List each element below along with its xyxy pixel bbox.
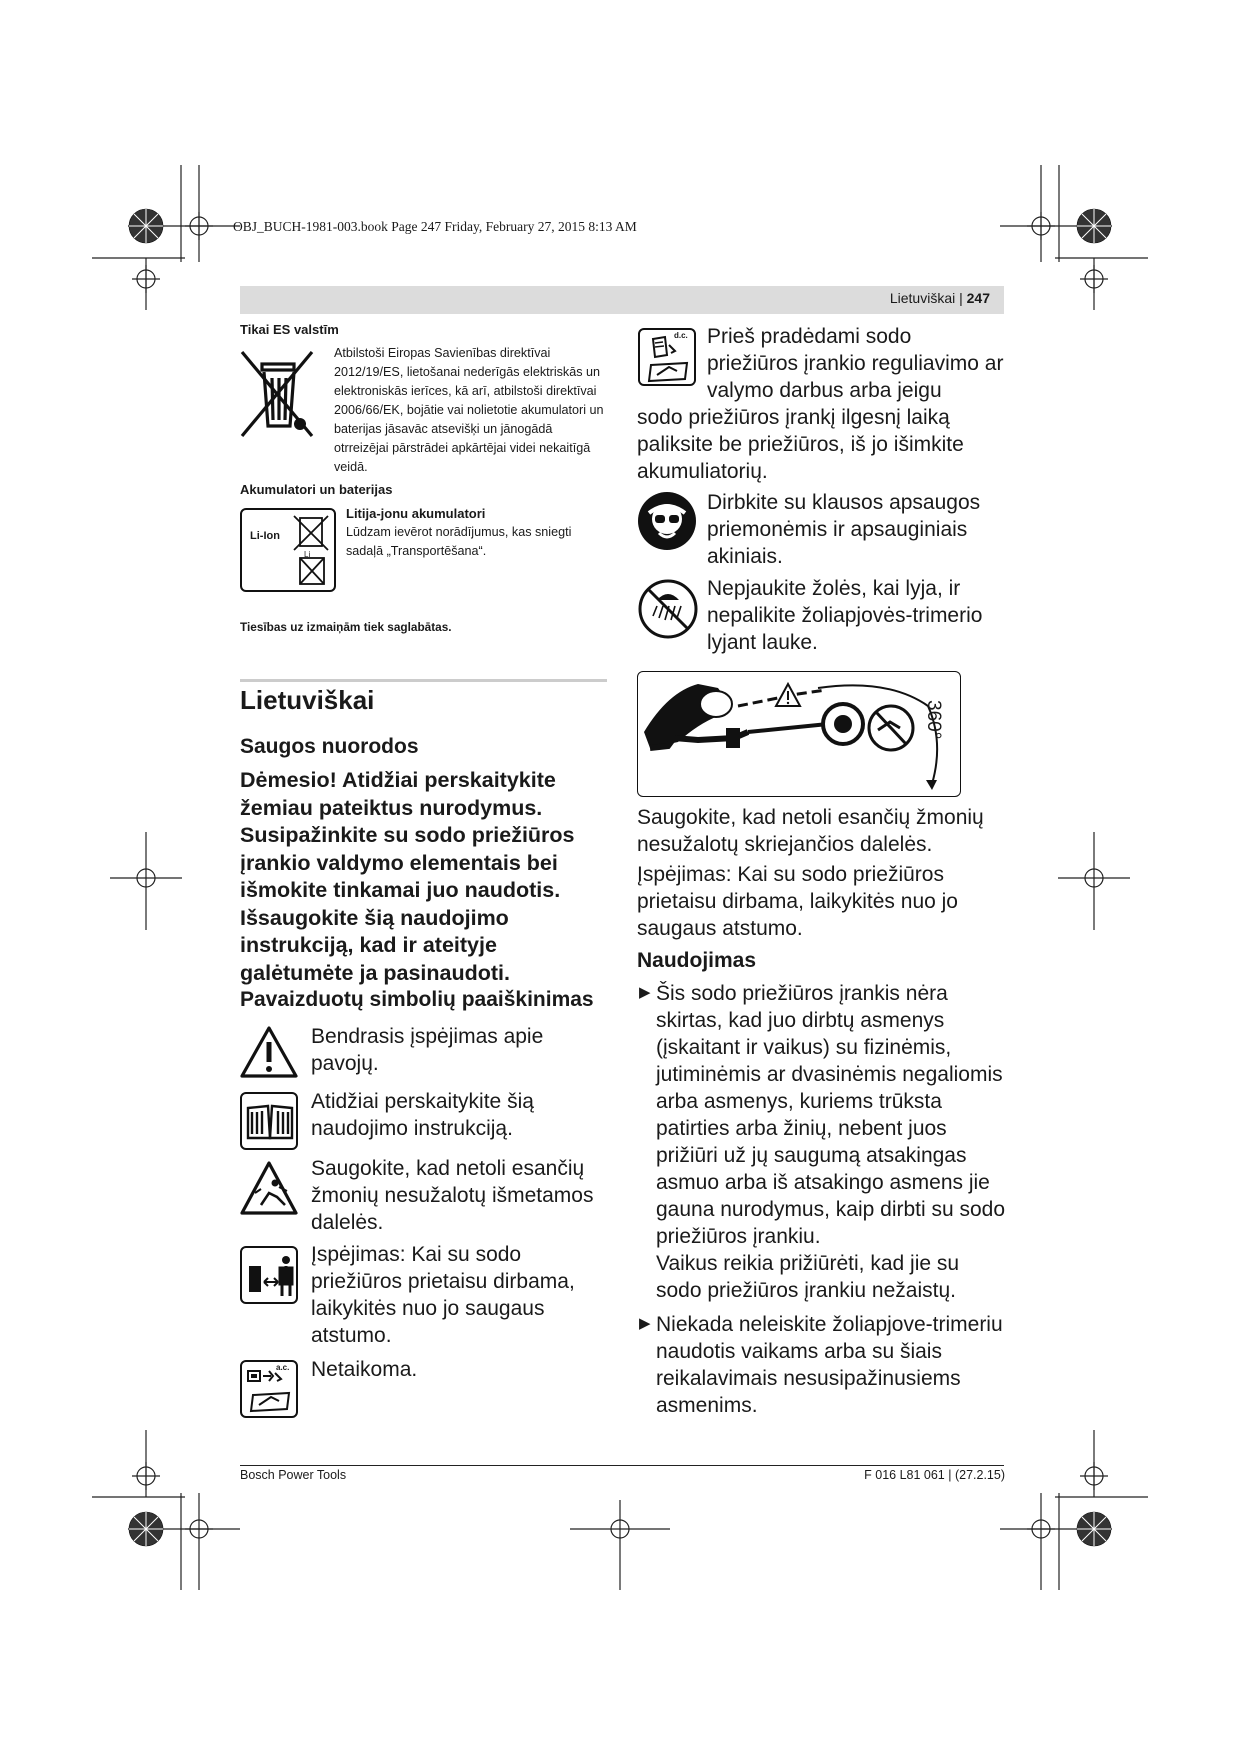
section-divider: [240, 679, 607, 682]
no-rain-icon: [637, 578, 699, 640]
crossed-bin-icon: [238, 346, 318, 442]
page-header: Lietuviškai | 247: [889, 290, 990, 306]
ac-label: a.c.: [276, 1363, 290, 1372]
dc-label: d.c.: [674, 331, 688, 340]
rights-text: Tiesības uz izmaiņām tiek saglabātas.: [240, 620, 452, 634]
safety-heading: Saugos nuorodos: [240, 735, 419, 758]
symbol-text-distance: Įspėjimas: Kai su sodo priežiūros prietaisu dirbama, laikykitės nuo jo saugaus atstumo.: [311, 1243, 575, 1347]
symbol-text-rain: Nepjaukite žolės, kai lyja, ir nepalikite žoliapjovės-trimerio lyjant lauke.: [707, 577, 983, 654]
eu-heading: Tikai ES valstīm: [240, 322, 339, 337]
symbol-text-protection: Dirbkite su klausos apsaugos priemonėmis ir apsauginiais akiniais.: [707, 491, 981, 568]
liion-heading: Litija-jonu akumulatori: [346, 506, 486, 521]
battery-heading: Akumulatori un baterijas: [240, 482, 393, 497]
footer-brand: Bosch Power Tools: [240, 1468, 347, 1482]
footer-docnum: F 016 L81 061 | (27.2.15): [864, 1468, 1005, 1482]
symbol-text-na: Netaikoma.: [311, 1358, 418, 1381]
symbol-text-battery-rest: sodo priežiūros įrankį ilgesnį laiką paliksite be priežiūros, iš jo išimkite akumuliatorių.: [637, 406, 964, 483]
symbols-heading: Pavaizduotų simbolių paaiškinimas: [240, 988, 594, 1011]
trimmer-safety-diagram: [638, 672, 958, 794]
battery-recycle-icon: [292, 514, 332, 588]
page-header-language: Lietuviškai: [889, 290, 956, 306]
symbol-text-book: Atidžiai perskaitykite šią naudojimo instrukciją.: [311, 1090, 534, 1140]
liion-text: Lūdzam ievērot norādījumus, kas sniegti sadaļā „Transportēšana“.: [346, 525, 572, 558]
flying-debris-icon: [239, 1159, 299, 1217]
print-header: OBJ_BUCH-1981-003.book Page 247 Friday, February 27, 2015 8:13 AM: [233, 219, 637, 234]
warning-paragraph: Dėmesio! Atidžiai perskaitykite žemiau pateiktus nurodymus. Susipažinkite su sodo priežiūros įrankio valdymo elementais bei išmokite tinkamai juo naudotis. Išsaugokite šią naudojimo instrukciją, kad ir ateityje galėtumėte ja pasinaudoti.: [240, 768, 575, 985]
dc-battery-icon: [240, 1360, 298, 1418]
bullet-marker-2: ▶: [639, 1315, 651, 1332]
page-number: 247: [966, 290, 990, 306]
warning-triangle-icon: [239, 1024, 299, 1080]
usage-bullet-1-extra: Vaikus reikia prižiūrėti, kad jie su sodo priežiūros įrankiu nežaistų.: [656, 1252, 960, 1302]
ear-eye-protection-icon: [637, 491, 697, 551]
safe-distance-icon: [240, 1246, 298, 1304]
liion-badge-label: Li-Ion: [250, 530, 280, 542]
rotation-label: 360°: [923, 700, 944, 740]
eu-text: Atbilstoši Eiropas Savienības direktīvai 2012/19/ES, lietošanai nederīgās elektriskās un elektroniskās ierīces, kā arī, atbilstoši direktīvai 2006/66/EK, bojātie vai nolietotie akumulatori un baterijas jāsavāc atsevišķi un jānogādā otrreizējai pārstrādei apkārtējai videi nekaitīgā veidā.: [334, 346, 604, 474]
footer-rule: [240, 1465, 1004, 1466]
usage-bullet-2: Niekada neleiskite žoliapjove-trimeriu naudotis vaikams arba su šiais reikalavimais nesusipažinusiems asmenims.: [656, 1313, 1003, 1417]
symbol-text-debris: Saugokite, kad netoli esančių žmonių nesužalotų išmetamos dalelės.: [311, 1157, 594, 1234]
dc-battery-icon: [638, 328, 696, 386]
bullet-marker-1: ▶: [639, 984, 651, 1001]
section-title: Lietuviškai: [240, 685, 375, 715]
after-diagram-1: Saugokite, kad netoli esančių žmonių nesužalotų skriejančios dalelės.: [637, 806, 984, 856]
symbol-text-warning: Bendrasis įspėjimas apie pavojų.: [311, 1025, 544, 1075]
trimmer-diagram: [637, 671, 961, 797]
liion-small-label: Li: [304, 550, 311, 559]
book-icon: [240, 1092, 298, 1150]
symbol-text-battery-first: Prieš pradėdami sodo priežiūros įrankio reguliavimo ar valymo darbus arba jeigu: [707, 325, 1004, 402]
after-diagram-2: Įspėjimas: Kai su sodo priežiūros prietaisu dirbama, laikykitės nuo jo saugaus atstumo.: [637, 863, 958, 940]
liion-badge: [240, 508, 336, 592]
usage-heading: Naudojimas: [637, 949, 757, 972]
usage-bullet-1: Šis sodo priežiūros įrankis nėra skirtas, kad juo dirbtų asmenys (įskaitant ir vaikus) su fizinėmis, jutiminėmis ar dvasinėmis negaliomis arba asmenys, kuriems trūksta patirties arba žinių, nebent juos prižiūri už jų saugumą atsakingas asmuo arba iš atsakingo asmens jie gauna nurodymus, kaip dirbti su sodo priežiūros įrankiu.: [656, 982, 1006, 1248]
